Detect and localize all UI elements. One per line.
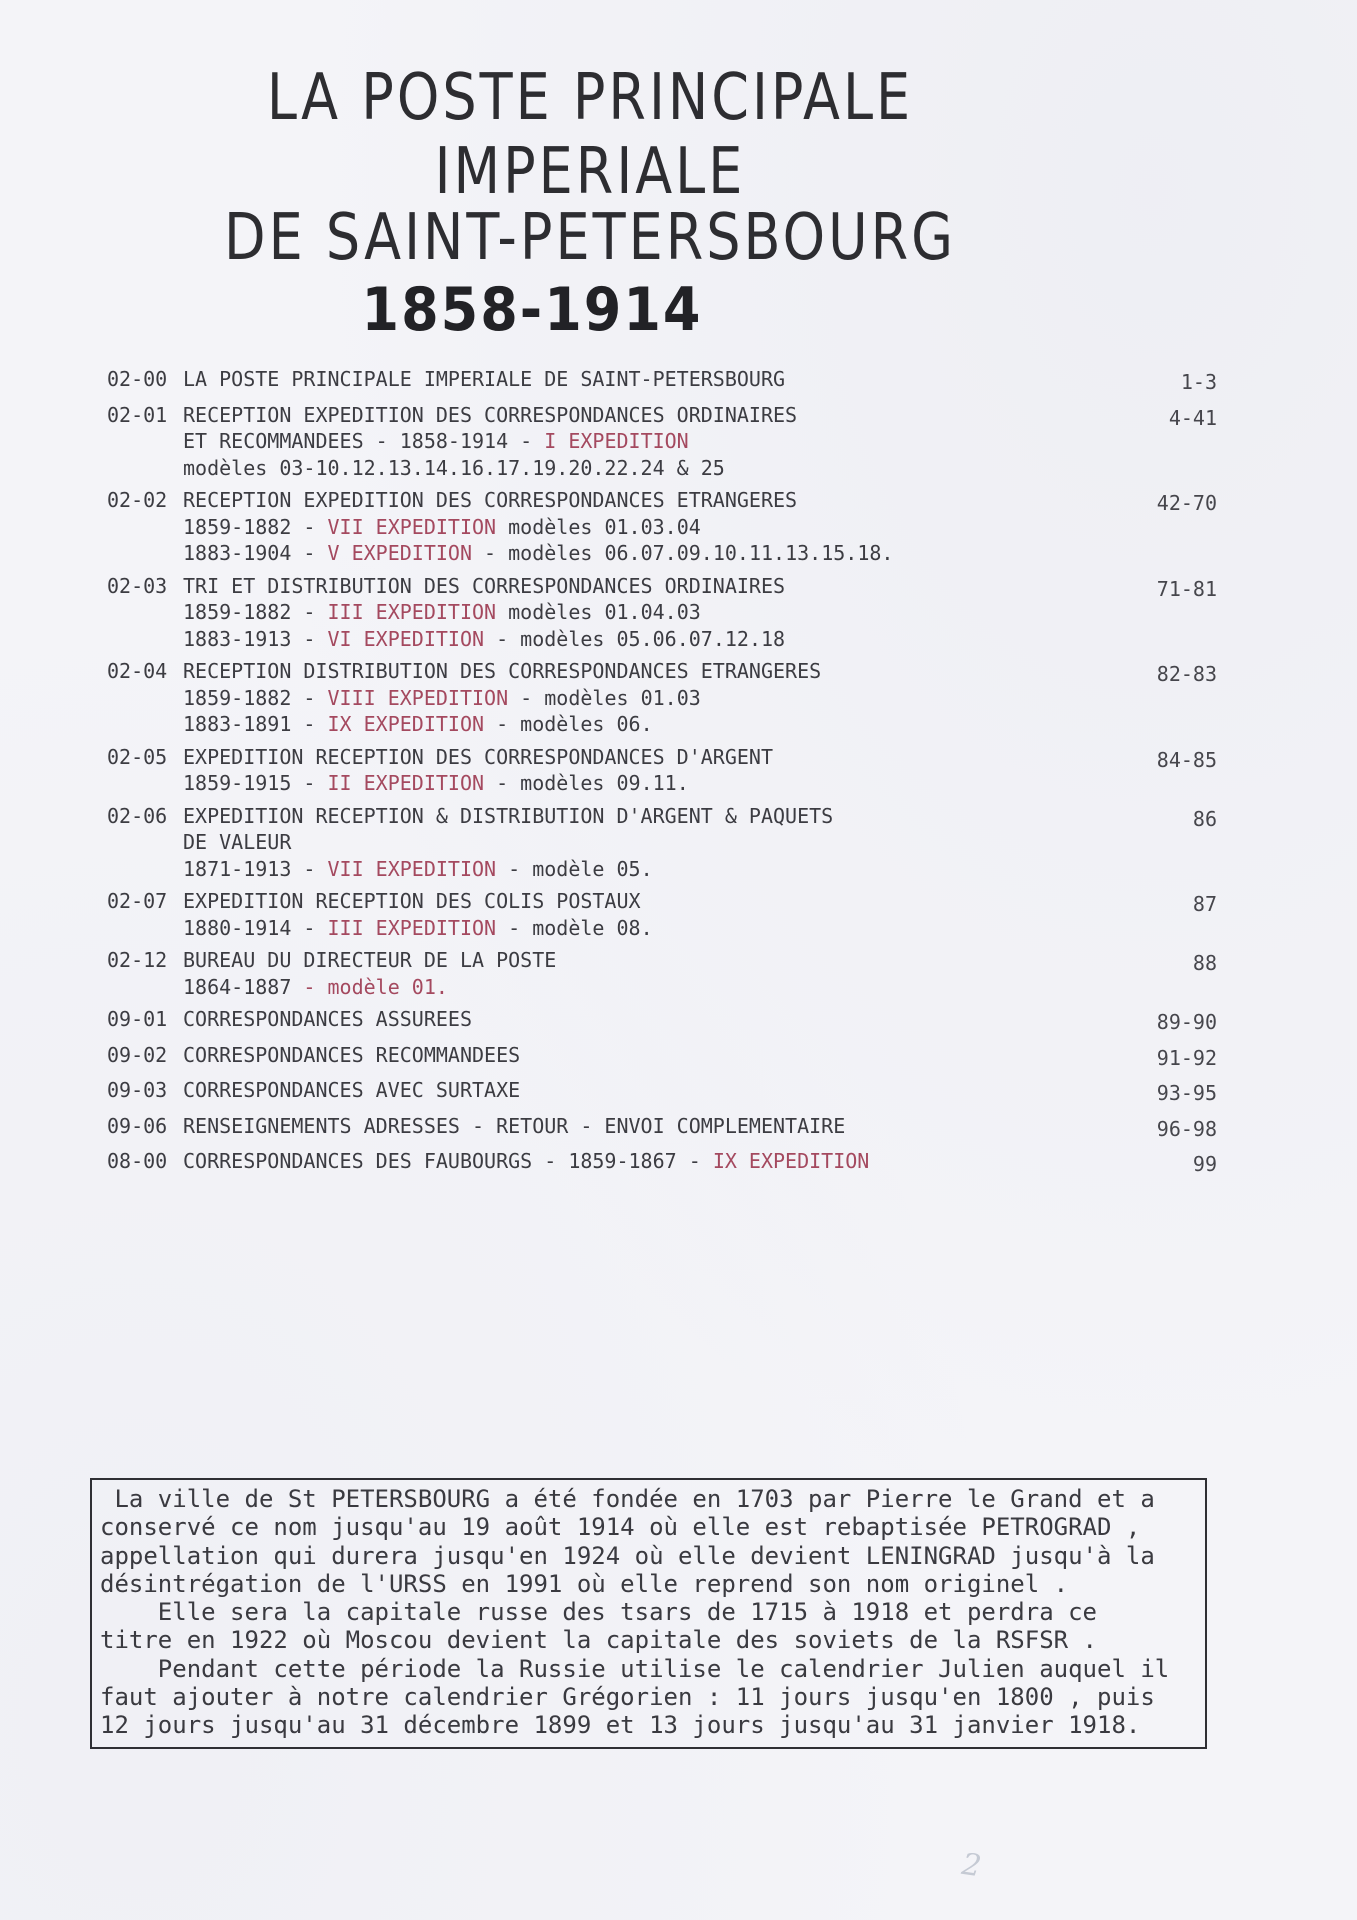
toc-segment: CORRESPONDANCES RECOMMANDEES — [183, 1042, 521, 1067]
toc-segment: - modèles 05.06.07.12.18 — [484, 626, 786, 651]
toc-entry-line — [183, 803, 1107, 830]
toc-entry-code: 02-00 — [107, 367, 168, 391]
toc-entry-code: 02-04 — [107, 659, 168, 683]
toc-entry-line — [183, 888, 1107, 915]
toc-entry-pages: 82-83 — [1156, 662, 1217, 686]
toc-entry-line — [183, 402, 1107, 429]
toc-segment-red: VIII EXPEDITION — [327, 685, 509, 710]
toc-entry-text — [183, 947, 1107, 1000]
toc-entry-pages: 71-81 — [1156, 576, 1217, 601]
toc-entry-line — [183, 1077, 1107, 1104]
toc-entry-text — [183, 1077, 1107, 1107]
toc-segment: modèles 01.04.03 — [496, 600, 701, 624]
toc-entry-line — [183, 487, 1107, 514]
toc-segment: BUREAU DU DIRECTEUR DE LA POSTE — [183, 948, 557, 972]
toc-segment: 1864-1887 — [183, 974, 304, 999]
toc-entry-text — [183, 1042, 1107, 1072]
toc-entry-text — [183, 573, 1107, 653]
toc-segment-red: - modèle 01. — [303, 974, 448, 999]
toc-entry-pages: 86 — [1192, 806, 1217, 831]
note-line: faut ajouter à notre calendrier Grégorien : 11 jours jusqu'en 1800 , puis — [100, 1683, 1155, 1712]
toc-segment: CORRESPONDANCES DES FAUBOURGS - 1859-1867 - — [183, 1149, 713, 1173]
toc-entry-pages: 42-70 — [1156, 491, 1217, 515]
toc-segment-red: VI EXPEDITION — [327, 626, 485, 651]
toc-entry-line — [183, 829, 1107, 856]
toc-segment: 1883-1904 - — [183, 541, 328, 565]
toc-entry-text — [183, 1148, 1107, 1178]
toc-entry-pages: 88 — [1192, 951, 1217, 975]
toc-segment-red: IX EXPEDITION — [712, 1149, 870, 1173]
toc-entry-line — [183, 626, 1107, 653]
title-line-2: IMPERIALE — [434, 134, 746, 209]
toc-segment: modèles 01.03.04 — [496, 514, 701, 539]
toc-entry-line — [183, 1042, 1107, 1069]
toc-segment: 1880-1914 - — [183, 915, 328, 940]
toc-entry — [107, 1113, 1217, 1143]
toc-entry — [107, 1006, 1217, 1036]
toc-segment: CORRESPONDANCES ASSUREES — [183, 1007, 472, 1031]
toc-entry-code: 02-06 — [107, 803, 168, 828]
toc-segment: 1883-1891 - — [183, 712, 328, 736]
toc-entry-pages: 87 — [1192, 892, 1217, 916]
toc-entry-text — [183, 888, 1107, 941]
toc-entry-code: 09-01 — [107, 1007, 168, 1031]
toc-entry — [107, 947, 1217, 1000]
toc-entry-code: 09-06 — [107, 1113, 168, 1138]
toc-segment-red: VII EXPEDITION — [327, 856, 497, 881]
toc-entry-code: 02-03 — [107, 573, 168, 598]
toc-entry-code: 02-02 — [107, 488, 168, 512]
toc-entry-text — [183, 1113, 1107, 1143]
toc-entry-line — [183, 915, 1107, 942]
toc-segment-red: II EXPEDITION — [327, 771, 485, 795]
toc-entry — [107, 888, 1217, 941]
toc-entry — [107, 487, 1217, 567]
toc-segment: modèles 03-10.12.13.14.16.17.19.20.22.24 & 25 — [183, 455, 725, 480]
toc-entry — [107, 1148, 1217, 1178]
toc-segment: LA POSTE PRINCIPALE IMPERIALE DE SAINT-PETERSBOURG — [183, 367, 786, 391]
note-line: conservé ce nom jusqu'au 19 août 1914 où elle est rebaptisée PETROGRAD , — [100, 1513, 1141, 1542]
toc-segment: RECEPTION EXPEDITION DES CORRESPONDANCES ETRANGERES — [183, 488, 798, 512]
historical-note-box — [90, 1478, 1207, 1749]
toc-entry-line — [183, 1113, 1107, 1140]
toc-segment: EXPEDITION RECEPTION & DISTRIBUTION D'ARGENT & PAQUETS — [183, 803, 834, 828]
toc-entry-line — [183, 711, 1107, 738]
toc-entry-line — [183, 599, 1107, 626]
toc-segment: - modèles 01.03 — [508, 685, 701, 710]
toc-segment: - modèles 06. — [484, 712, 653, 736]
toc-entry-pages: 1-3 — [1180, 370, 1217, 394]
note-line: titre en 1922 où Moscou devient la capitale des soviets de la RSFSR . — [100, 1626, 1097, 1655]
toc-segment: - modèle 05. — [496, 856, 653, 881]
note-line: La ville de St PETERSBOURG a été fondée en 1703 par Pierre le Grand et a — [100, 1485, 1155, 1513]
toc-entry — [107, 573, 1217, 653]
toc-segment: 1871-1913 - — [183, 856, 328, 881]
toc-entry-line — [183, 974, 1107, 1001]
toc-entry-code: 02-05 — [107, 744, 168, 769]
note-line: Pendant cette période la Russie utilise le calendrier Julien auquel il — [100, 1654, 1170, 1683]
toc-entry-line — [183, 856, 1107, 883]
toc-entry — [107, 744, 1217, 797]
toc-entry-line — [183, 947, 1107, 974]
toc-segment: 1859-1915 - — [183, 771, 328, 795]
toc-entry-line — [183, 573, 1107, 600]
toc-entry-line — [183, 744, 1107, 771]
toc-segment: RECEPTION EXPEDITION DES CORRESPONDANCES ORDINAIRES — [183, 402, 798, 427]
toc-entry-line — [183, 455, 1107, 482]
toc-segment: - modèles 09.11. — [484, 771, 689, 795]
toc-entry — [107, 402, 1217, 482]
document-title — [0, 60, 1180, 345]
toc-segment: RENSEIGNEMENTS ADRESSES - RETOUR - ENVOI COMPLEMENTAIRE — [183, 1113, 846, 1138]
toc-entry — [107, 803, 1217, 883]
toc-entry-code: 09-02 — [107, 1042, 168, 1067]
toc-entry-pages: 84-85 — [1156, 747, 1217, 772]
toc-entry — [107, 1042, 1217, 1072]
toc-entry — [107, 366, 1217, 396]
toc-entry-text — [183, 366, 1107, 396]
toc-entry-text — [183, 658, 1107, 738]
toc-segment-red: VII EXPEDITION — [327, 514, 497, 539]
toc-segment: 1859-1882 - — [183, 514, 328, 539]
title-years: 1858-1914 — [361, 274, 703, 345]
title-line-1: LA POSTE PRINCIPALE — [266, 60, 914, 135]
toc-entry-line — [183, 770, 1107, 797]
toc-segment-red: I EXPEDITION — [544, 429, 689, 453]
toc-segment-red: III EXPEDITION — [327, 600, 497, 624]
toc-entry-text — [183, 402, 1107, 482]
toc-segment: 1859-1882 - — [183, 600, 328, 624]
toc-entry-pages: 96-98 — [1156, 1116, 1217, 1141]
toc-segment: 1859-1882 - — [183, 685, 328, 710]
toc-segment: RECEPTION DISTRIBUTION DES CORRESPONDANCES ETRANGERES — [183, 659, 822, 683]
toc-entry — [107, 658, 1217, 738]
toc-entry-line — [183, 540, 1107, 567]
toc-segment: ET RECOMMANDEES - 1858-1914 - — [183, 429, 545, 453]
note-line: Elle sera la capitale russe des tsars de 1715 à 1918 et perdra ce — [100, 1598, 1097, 1627]
toc-segment: - modèles 06.07.09.10.11.13.15.18. — [472, 541, 894, 565]
toc-segment-red: III EXPEDITION — [327, 915, 497, 940]
toc-entry-code: 02-07 — [107, 889, 168, 913]
table-of-contents — [107, 366, 1217, 1184]
toc-entry-text — [183, 803, 1107, 883]
toc-segment: TRI ET DISTRIBUTION DES CORRESPONDANCES ORDINAIRES — [183, 573, 786, 598]
toc-entry-pages: 99 — [1192, 1152, 1217, 1176]
toc-entry-line — [183, 514, 1107, 541]
toc-segment: - modèle 08. — [496, 915, 653, 940]
toc-entry-code: 09-03 — [107, 1078, 168, 1102]
toc-segment: EXPEDITION RECEPTION DES COLIS POSTAUX — [183, 889, 641, 913]
toc-entry-pages: 4-41 — [1168, 405, 1217, 430]
toc-entry-line — [183, 1148, 1107, 1175]
toc-entry-line — [183, 366, 1107, 393]
toc-segment: 1883-1913 - — [183, 626, 328, 651]
note-line: désintrégation de l'URSS en 1991 où elle reprend son nom originel . — [100, 1569, 1069, 1598]
toc-segment: DE VALEUR — [183, 830, 292, 854]
toc-entry-pages: 91-92 — [1156, 1045, 1217, 1070]
toc-segment-red: IX EXPEDITION — [327, 712, 485, 736]
toc-entry-line — [183, 1006, 1107, 1033]
toc-segment: CORRESPONDANCES AVEC SURTAXE — [183, 1078, 521, 1102]
toc-entry-code: 02-12 — [107, 948, 168, 972]
title-line-3: DE SAINT-PETERSBOURG — [224, 200, 956, 275]
toc-entry — [107, 1077, 1217, 1107]
pencil-page-mark: 2 — [959, 1846, 984, 1885]
toc-entry-code: 08-00 — [107, 1149, 168, 1173]
toc-entry-text — [183, 487, 1107, 567]
toc-entry-pages: 93-95 — [1156, 1081, 1217, 1105]
toc-entry-line — [183, 658, 1107, 685]
toc-entry-text — [183, 1006, 1107, 1036]
note-line: 12 jours jusqu'au 31 décembre 1899 et 13 jours jusqu'au 31 janvier 1918. — [100, 1711, 1141, 1740]
toc-entry-code: 02-01 — [107, 402, 168, 427]
toc-entry-text — [183, 744, 1107, 797]
toc-segment: EXPEDITION RECEPTION DES CORRESPONDANCES D'ARGENT — [183, 744, 774, 769]
toc-segment-red: V EXPEDITION — [327, 541, 472, 565]
toc-entry-line — [183, 685, 1107, 712]
toc-entry-pages: 89-90 — [1156, 1010, 1217, 1034]
note-line: appellation qui durera jusqu'en 1924 où elle devient LENINGRAD jusqu'à la — [100, 1541, 1155, 1570]
toc-entry-line — [183, 428, 1107, 455]
